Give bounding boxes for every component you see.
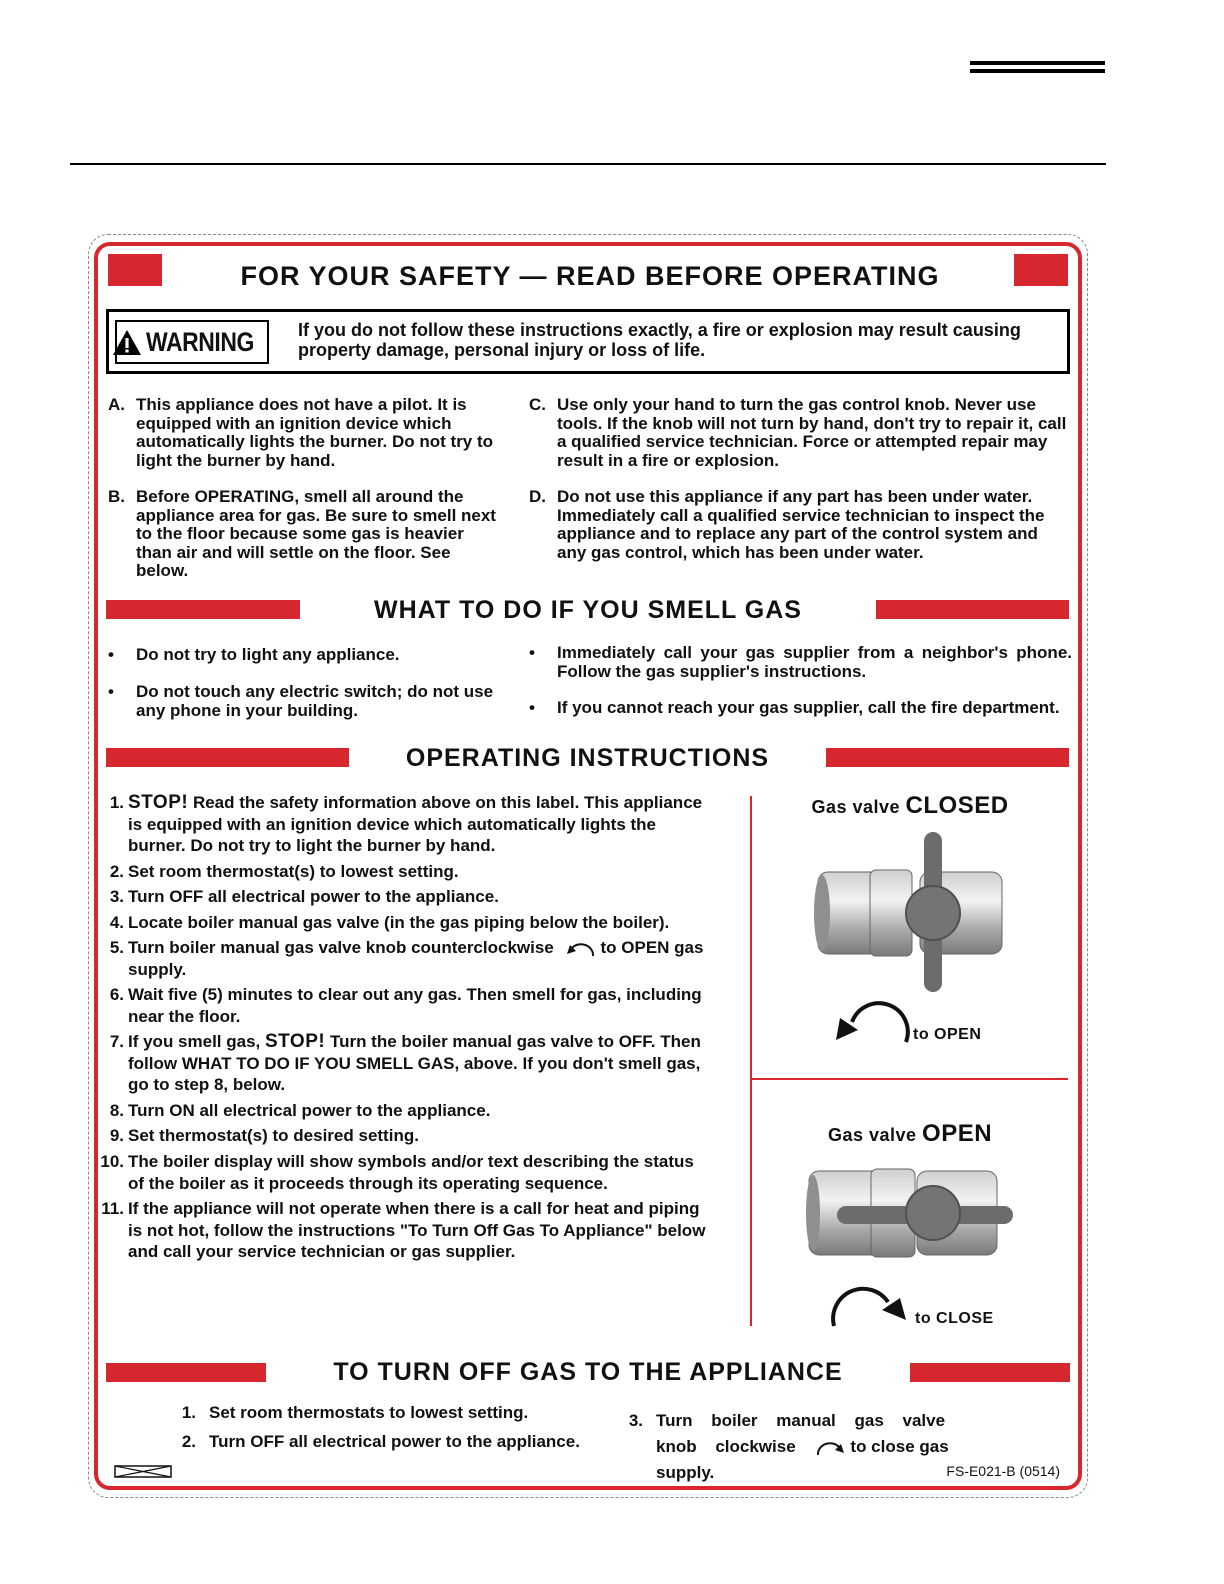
step-text: Set room thermostats to lowest setting.	[209, 1403, 529, 1422]
turnoff-step-3	[625, 1408, 985, 1482]
valve-open-title	[752, 1120, 1068, 1148]
to-open-label: to OPEN	[913, 1026, 982, 1043]
step-text: Turn OFF all electrical power to the appliance.	[128, 887, 499, 906]
warning-word: WARNING	[145, 326, 254, 357]
step-number: 8.	[109, 1101, 124, 1120]
header-rule-top	[970, 61, 1105, 65]
step-number: 2.	[109, 862, 124, 881]
valve-state: OPEN	[922, 1120, 993, 1147]
stop-word: STOP!	[265, 1031, 326, 1052]
step-number: 4.	[109, 913, 124, 932]
step-text: Turn boiler manual gas valve knob clockwise	[656, 1411, 946, 1456]
item-letter: B.	[108, 487, 125, 506]
clockwise-close-arrow-icon	[830, 1282, 912, 1328]
item-letter: C.	[529, 395, 546, 414]
operating-step-1	[98, 792, 738, 858]
step-number: 2.	[181, 1432, 196, 1451]
stop-word: STOP!	[128, 792, 189, 813]
step-number: 9.	[109, 1126, 124, 1145]
step-text: Read the safety information above on this label. This appliance is equipped with an ignition device which automatically lights the burner. Do not try to light the burner by hand.	[128, 793, 703, 855]
turnoff-step-2	[178, 1431, 598, 1453]
safety-item-b	[108, 488, 503, 583]
step-text: Turn boiler manual gas valve knob counterclockwise	[128, 938, 554, 957]
item-text: Before OPERATING, smell all around the appliance area for gas. Be sure to smell next to the floor because some gas is heavier than air and will settle on the floor. See below.	[136, 487, 496, 580]
step-text: to close gas supply.	[656, 1437, 949, 1482]
operating-bar-right	[826, 748, 1069, 767]
operating-step-10	[98, 1151, 738, 1195]
warning-badge	[115, 320, 269, 364]
step-text: Wait five (5) minutes to clear out any gas. Then smell for gas, including near the floor.	[128, 985, 702, 1026]
step-number: 11.	[101, 1199, 124, 1218]
safety-title: FOR YOUR SAFETY — READ BEFORE OPERATING	[240, 261, 940, 291]
smell-bullet-3	[529, 643, 1074, 685]
operating-step-4	[98, 912, 738, 934]
operating-title: OPERATING INSTRUCTIONS	[405, 744, 770, 772]
step-number: 3.	[109, 887, 124, 906]
valve-closed-title	[752, 792, 1068, 820]
smell-bullet-4	[529, 698, 1074, 722]
step-text: If you smell gas,	[128, 1032, 261, 1051]
operating-step-8	[98, 1100, 738, 1122]
bullet-dot: •	[529, 698, 535, 717]
warning-text: If you do not follow these instructions exactly, a fire or explosion may result causing property damage, personal injury or loss of life.	[298, 320, 1021, 360]
bullet-dot: •	[108, 682, 114, 701]
step-number: 10.	[100, 1152, 124, 1171]
step-text: Turn OFF all electrical power to the appliance.	[209, 1432, 580, 1451]
bullet-text: Immediately call your gas supplier from a neighbor's phone. Follow the gas supplier's instructions.	[557, 643, 1072, 681]
item-letter: A.	[108, 395, 125, 414]
operating-step-7	[98, 1031, 738, 1097]
valve-label: Gas valve	[827, 1125, 917, 1145]
step-text: Locate boiler manual gas valve (in the gas piping below the boiler).	[128, 913, 670, 932]
valve-state: CLOSED	[905, 792, 1009, 819]
step-number: 5.	[109, 938, 124, 957]
clockwise-arrow-icon	[816, 1439, 848, 1457]
bullet-dot: •	[529, 643, 535, 662]
step-text: Turn the boiler manual gas valve to OFF. Then follow WHAT TO DO IF YOU SMELL GAS, above. If you don't smell gas, go to step 8, below.	[128, 1032, 701, 1094]
step-text: Set room thermostat(s) to lowest setting.	[128, 862, 459, 881]
form-code: FS-E021-B (0514)	[946, 1463, 1060, 1479]
smell-bar-left	[106, 600, 300, 619]
label-mark-icon	[114, 1465, 172, 1478]
step-text: The boiler display will show symbols and/or text describing the status of the boiler as it proceeds through its operating sequence.	[128, 1152, 694, 1193]
header-rule-bottom	[970, 69, 1105, 73]
step-number: 1.	[181, 1403, 196, 1422]
turnoff-bar-left	[106, 1363, 266, 1382]
smell-bullet-1	[108, 645, 508, 669]
smell-bar-right	[876, 600, 1069, 619]
item-text: Use only your hand to turn the gas control knob. Never use tools. If the knob will not turn by hand, don't try to repair it, call a qualified service technician. Force or attempted repair may result in a fire or explosion.	[557, 395, 1067, 470]
counterclockwise-open-arrow-icon	[830, 1000, 912, 1044]
item-letter: D.	[529, 487, 546, 506]
bullet-text: If you cannot reach your gas supplier, call the fire department.	[557, 698, 1060, 717]
step-text: Set thermostat(s) to desired setting.	[128, 1126, 419, 1145]
operating-step-2	[98, 861, 738, 883]
operating-step-5	[98, 937, 738, 981]
smell-gas-title: WHAT TO DO IF YOU SMELL GAS	[374, 596, 802, 624]
bullet-text: Do not touch any electric switch; do not use any phone in your building.	[136, 682, 494, 720]
bullet-text: Do not try to light any appliance.	[136, 645, 400, 664]
safety-item-d	[529, 488, 1069, 568]
safety-item-a	[108, 396, 503, 476]
operating-step-3	[98, 886, 738, 908]
counterclockwise-arrow-icon	[563, 940, 597, 958]
step-number: 7.	[109, 1032, 124, 1051]
bullet-dot: •	[108, 645, 114, 664]
valve-label: Gas valve	[811, 797, 901, 817]
valve-panel-separator	[752, 1078, 1068, 1080]
item-text: Do not use this appliance if any part has been under water. Immediately call a qualified service technician to inspect the appliance and to replace any part of the control system and any gas control, which has been under water.	[557, 487, 1045, 562]
valve-panel-divider	[750, 796, 752, 1326]
operating-step-9	[98, 1125, 738, 1147]
item-text: This appliance does not have a pilot. It is equipped with an ignition device which automatically lights the burner. Do not try to light the burner by hand.	[136, 395, 494, 470]
step-text: Turn ON all electrical power to the appliance.	[128, 1101, 491, 1120]
turnoff-title: TO TURN OFF GAS TO THE APPLIANCE	[333, 1358, 843, 1386]
page-divider	[70, 163, 1106, 165]
step-text: If the appliance will not operate when there is a call for heat and piping is not hot, follow the instructions "To Turn Off Gas To Appliance" below and call your service technician or gas supplier.	[128, 1199, 706, 1261]
step-number: 1.	[109, 793, 124, 812]
step-number: 3.	[628, 1411, 643, 1430]
operating-step-6	[98, 984, 738, 1028]
to-close-label: to CLOSE	[915, 1310, 994, 1327]
step-text: to OPEN gas supply.	[128, 938, 704, 979]
gas-valve-closed-image	[810, 830, 1010, 995]
turnoff-step-1	[178, 1402, 598, 1424]
operating-bar-left	[106, 748, 349, 767]
smell-bullet-2	[108, 682, 508, 724]
operating-step-11	[98, 1198, 738, 1264]
gas-valve-open-image	[805, 1165, 1015, 1260]
step-number: 6.	[109, 985, 124, 1004]
turnoff-bar-right	[910, 1363, 1070, 1382]
safety-item-c	[529, 396, 1069, 476]
warning-triangle-icon	[112, 329, 142, 356]
